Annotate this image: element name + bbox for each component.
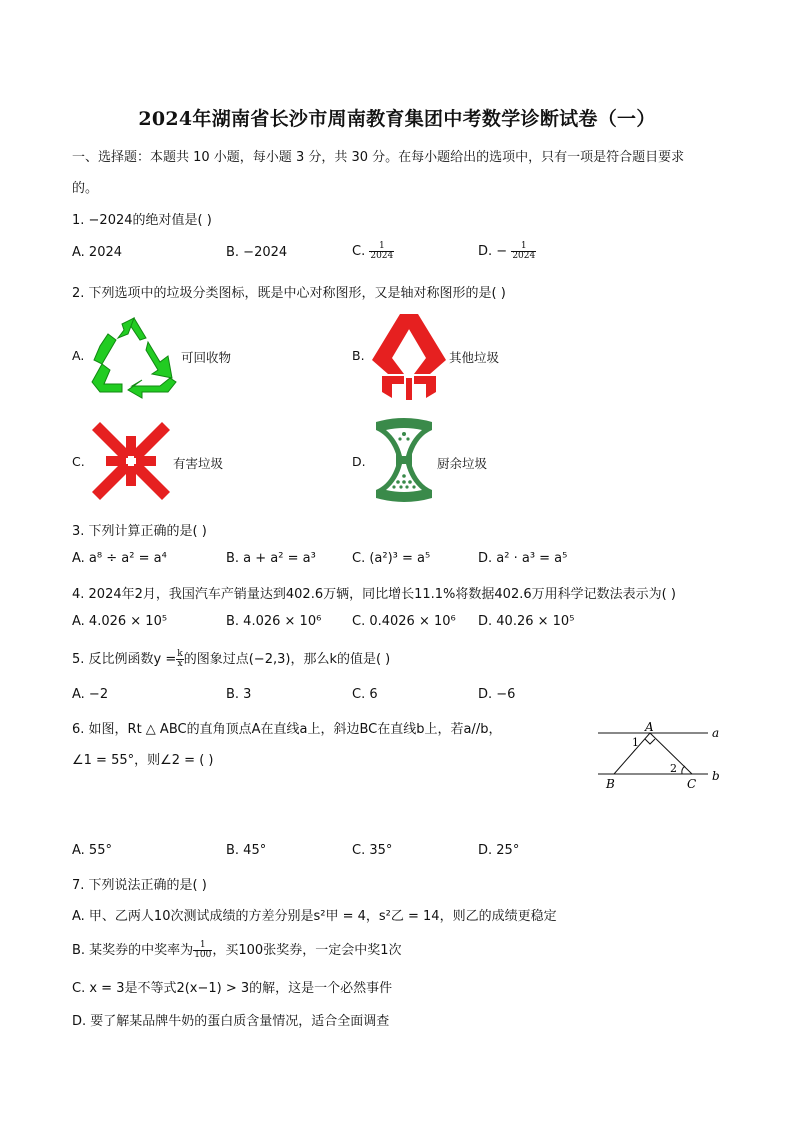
kitchen-waste-icon (372, 418, 436, 502)
q7-option-a: A. 甲、乙两人10次测试成绩的方差分别是s²甲 = 4，s²乙 = 14，则乙的成绩更稳定 (72, 909, 557, 924)
q1-stem: 1. −2024的绝对值是( ) (72, 213, 212, 228)
recycle-icon (88, 316, 180, 398)
q7-option-b (72, 939, 401, 960)
q3-option-a: A. a⁸ ÷ a² = a⁴ (72, 551, 167, 566)
q5-stem-suffix: 的图象过点(−2,3)，那么k的值是( ) (183, 652, 391, 667)
q4-option-a: A. 4.026 × 10⁵ (72, 614, 168, 629)
q4-option-c: C. 0.4026 × 10⁶ (352, 614, 456, 629)
q6-option-d: D. 25° (478, 843, 520, 858)
label-angle-2: 2 (670, 762, 677, 775)
section-heading-line2: 的。 (72, 181, 99, 196)
q2-stem: 2. 下列选项中的垃圾分类图标，既是中心对称图形，又是轴对称图形的是( ) (72, 286, 506, 301)
q5-stem-prefix: 5. 反比例函数y = (72, 652, 177, 667)
hazardous-waste-icon (90, 420, 172, 502)
q7-option-b-fraction: $\frac{1}{100}$ (194, 940, 212, 960)
label-C: C (687, 777, 697, 791)
q1-option-b: B. −2024 (226, 245, 288, 260)
q7-option-d: D. 要了解某品牌牛奶的蛋白质含量情况，适合全面调查 (72, 1014, 390, 1029)
q2-option-a-text: 可回收物 (181, 350, 232, 365)
q2-option-d-label: D. (352, 454, 366, 469)
q2-option-a-label: A. (72, 348, 85, 363)
parallel-lines-triangle-figure (594, 720, 724, 792)
section-heading-line1: 一、选择题：本题共 10 小题，每小题 3 分，共 30 分。在每小题给出的选项中，只有一项是符合题目要求 (72, 150, 685, 165)
q4-stem: 4. 2024年2月，我国汽车产销量达到402.6万辆，同比增长11.1%将数据402.6万用科学记数法表示为( ) (72, 587, 676, 602)
q5-option-d: D. −6 (478, 687, 516, 702)
q5-stem (72, 648, 390, 669)
q5-fraction: $\frac{k}{x}$ (177, 649, 183, 669)
q6-option-b: B. 45° (226, 843, 267, 858)
right-angle-mark (645, 739, 655, 744)
q4-option-b: B. 4.026 × 10⁶ (226, 614, 322, 629)
q3-option-b: B. a + a² = a³ (226, 551, 316, 566)
other-waste-icon (370, 312, 448, 402)
q7-stem: 7. 下列说法正确的是( ) (72, 878, 207, 893)
q1-option-c-fraction: $\frac{1}{2024}$ (370, 241, 394, 261)
label-angle-1: 1 (632, 736, 639, 749)
q2-option-b-label: B. (352, 348, 365, 363)
q6-option-a: A. 55° (72, 843, 112, 858)
q3-stem: 3. 下列计算正确的是( ) (72, 524, 207, 539)
q1-option-c-label: C. (352, 244, 366, 259)
q2-option-c-label: C. (72, 454, 85, 469)
q7-option-c: C. x = 3是不等式2(x−1) > 3的解，这是一个必然事件 (72, 981, 393, 996)
q6-stem-line2: ∠1 = 55°，则∠2 = ( ) (72, 753, 214, 768)
q3-option-c: C. (a²)³ = a⁵ (352, 551, 431, 566)
label-A: A (645, 720, 654, 734)
q2-option-b-text: 其他垃圾 (449, 350, 500, 365)
q2-option-d-text: 厨余垃圾 (437, 456, 488, 471)
triangle-abc (614, 733, 692, 774)
q1-option-d (478, 242, 536, 261)
label-b: b (712, 769, 720, 783)
q1-option-a: A. 2024 (72, 245, 123, 260)
q5-option-b: B. 3 (226, 687, 252, 702)
q4-option-d: D. 40.26 × 10⁵ (478, 614, 575, 629)
q6-option-c: C. 35° (352, 843, 393, 858)
q5-option-c: C. 6 (352, 687, 378, 702)
q6-stem-line1: 6. 如图，Rt △ ABC的直角顶点A在直线a上，斜边BC在直线b上，若a//b， (72, 722, 502, 737)
q1-option-d-label: D. − (478, 244, 508, 259)
label-B: B (606, 777, 615, 791)
q5-option-a: A. −2 (72, 687, 109, 702)
label-a: a (712, 726, 720, 740)
q1-option-d-fraction: $\frac{1}{2024}$ (512, 241, 536, 261)
q7-option-b-prefix: B. 某奖券的中奖率为 (72, 943, 194, 958)
q1-option-c (352, 242, 394, 261)
page-title: 2024年湖南省长沙市周南教育集团中考数学诊断试卷（一） (138, 108, 656, 130)
q2-option-c-text: 有害垃圾 (173, 456, 224, 471)
q7-option-b-suffix: ，买100张奖券，一定会中奖1次 (212, 943, 402, 958)
q3-option-d: D. a² · a³ = a⁵ (478, 551, 568, 566)
